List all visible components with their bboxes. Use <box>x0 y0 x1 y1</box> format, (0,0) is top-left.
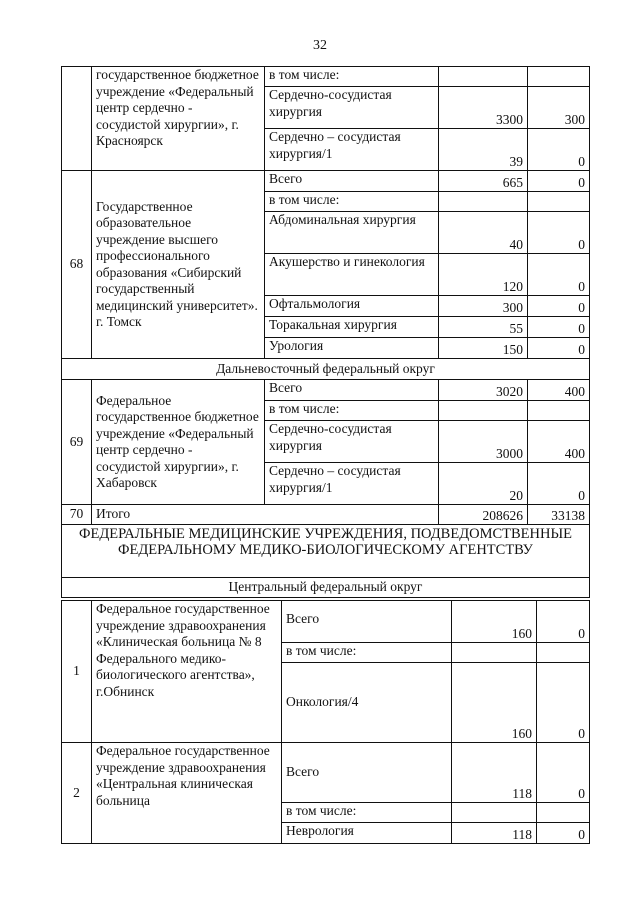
value-cell: 665 <box>439 171 528 192</box>
value-cell: 160 <box>452 663 537 743</box>
value-cell: 120 <box>439 254 528 296</box>
value-cell <box>452 643 537 663</box>
direction-cell: в том числе: <box>265 401 439 421</box>
region-header: Центральный федеральный округ <box>62 578 590 598</box>
value-cell: 0 <box>528 129 590 171</box>
value-cell <box>537 643 590 663</box>
page-number: 32 <box>313 38 327 53</box>
table-row <box>62 380 590 401</box>
total-label: Итого <box>92 505 439 525</box>
quota-table-part2 <box>61 600 590 844</box>
table-row <box>62 525 590 578</box>
value-cell: 3000 <box>439 421 528 463</box>
row-number: 2 <box>62 743 92 844</box>
value-cell: 20 <box>439 463 528 505</box>
direction-cell: Неврология <box>282 823 452 844</box>
region-header: Дальневосточный федеральный округ <box>62 359 590 380</box>
value-cell: 39 <box>439 129 528 171</box>
value-cell: 400 <box>528 380 590 401</box>
value-cell <box>439 192 528 212</box>
value-cell <box>439 401 528 421</box>
value-cell: 300 <box>528 87 590 129</box>
institution-name: Федеральное государственное учреждение здравоохранения «Клиническая больница № 8 Федерального медико-биологического агентства», г.Обнинск <box>92 601 282 743</box>
value-cell: 400 <box>528 421 590 463</box>
table-row <box>62 505 590 525</box>
direction-cell: Всего <box>282 743 452 803</box>
value-cell: 0 <box>537 743 590 803</box>
section-heading: ФЕДЕРАЛЬНЫЕ МЕДИЦИНСКИЕ УЧРЕЖДЕНИЯ, ПОДВЕДОМСТВЕННЫЕ ФЕДЕРАЛЬНОМУ МЕДИКО-БИОЛОГИЧЕСКОМУ АГЕНТСТВУ <box>62 525 590 578</box>
value-cell: 118 <box>452 823 537 844</box>
value-cell: 3020 <box>439 380 528 401</box>
total-value: 33138 <box>528 505 590 525</box>
value-cell: 0 <box>528 254 590 296</box>
direction-cell: Абдоминальная хирургия <box>265 212 439 254</box>
direction-cell: Онкология/4 <box>282 663 452 743</box>
value-cell <box>528 192 590 212</box>
value-cell: 0 <box>528 171 590 192</box>
value-cell: 160 <box>452 601 537 643</box>
value-cell: 0 <box>528 338 590 359</box>
value-cell <box>439 67 528 87</box>
value-cell <box>528 67 590 87</box>
value-cell: 55 <box>439 317 528 338</box>
total-value: 208626 <box>439 505 528 525</box>
value-cell: 0 <box>528 317 590 338</box>
table-row <box>62 578 590 598</box>
table-row <box>62 743 590 803</box>
direction-cell: Акушерство и гинекология <box>265 254 439 296</box>
quota-table-part1 <box>61 66 590 598</box>
row-number: 1 <box>62 601 92 743</box>
direction-cell: Сердечно-сосудистая хирургия <box>265 421 439 463</box>
institution-name: государственное бюджетное учреждение «Федеральный центр сердечно - сосудистой хирургии», г. Красноярск <box>92 67 265 171</box>
value-cell: 0 <box>537 663 590 743</box>
table-row <box>62 67 590 87</box>
value-cell: 118 <box>452 743 537 803</box>
direction-cell: в том числе: <box>282 643 452 663</box>
value-cell: 0 <box>537 601 590 643</box>
value-cell: 300 <box>439 296 528 317</box>
table-row <box>62 601 590 643</box>
value-cell <box>537 803 590 823</box>
value-cell: 3300 <box>439 87 528 129</box>
direction-cell: Всего <box>282 601 452 643</box>
direction-cell: Урология <box>265 338 439 359</box>
institution-name: Федеральное государственное учреждение здравоохранения «Центральная клиническая больница <box>92 743 282 844</box>
value-cell: 0 <box>528 296 590 317</box>
value-cell: 40 <box>439 212 528 254</box>
direction-cell: Всего <box>265 380 439 401</box>
value-cell <box>528 401 590 421</box>
direction-cell: Сердечно-сосудистая хирургия <box>265 87 439 129</box>
row-number: 70 <box>62 505 92 525</box>
row-number <box>62 67 92 171</box>
row-number: 68 <box>62 171 92 359</box>
value-cell: 0 <box>528 463 590 505</box>
direction-cell: в том числе: <box>265 67 439 87</box>
value-cell: 0 <box>537 823 590 844</box>
value-cell: 150 <box>439 338 528 359</box>
value-cell: 0 <box>528 212 590 254</box>
direction-cell: Сердечно – сосудистая хирургия/1 <box>265 129 439 171</box>
direction-cell: Всего <box>265 171 439 192</box>
row-number: 69 <box>62 380 92 505</box>
direction-cell: в том числе: <box>282 803 452 823</box>
institution-name: Государственное образовательное учреждение высшего профессионального образования «Сибирский государственный медицинский университет». г. Томск <box>92 171 265 359</box>
direction-cell: Сердечно – сосудистая хирургия/1 <box>265 463 439 505</box>
direction-cell: Торакальная хирургия <box>265 317 439 338</box>
value-cell <box>452 803 537 823</box>
direction-cell: Офтальмология <box>265 296 439 317</box>
institution-name: Федеральное государственное бюджетное учреждение «Федеральный центр сердечно - сосудистой хирургии», г. Хабаровск <box>92 380 265 505</box>
table-row <box>62 359 590 380</box>
direction-cell: в том числе: <box>265 192 439 212</box>
table-row <box>62 171 590 192</box>
